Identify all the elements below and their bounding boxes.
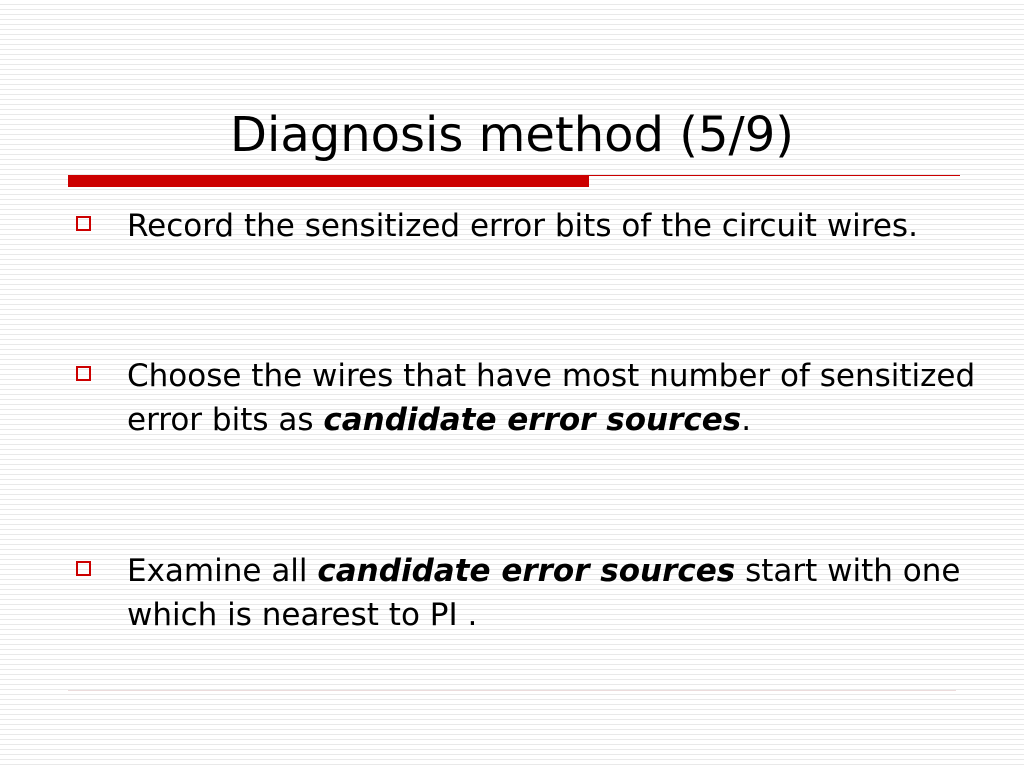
bullet-item-choose-wires [127, 354, 977, 442]
bullet-text: Examine all [127, 553, 318, 589]
footer-divider [68, 690, 956, 691]
hollow-square-bullet-icon [76, 216, 91, 231]
slide-title: Diagnosis method (5/9) [230, 107, 794, 163]
emphasized-term: candidate error sources [317, 553, 736, 589]
bullet-text: start with one which is nearest to PI . [127, 553, 961, 633]
bullet-text: Choose the wires that have most number of sensitized error bits as [127, 358, 976, 438]
hollow-square-bullet-icon [76, 366, 91, 381]
hollow-square-bullet-icon [76, 561, 91, 576]
bullet-item-examine-sources [127, 549, 977, 637]
emphasized-term: candidate error sources [323, 402, 742, 438]
bullet-text: Record the sensitized error bits of the circuit wires. [127, 208, 918, 244]
title-underline-accent-bar [68, 175, 589, 187]
bullet-text: . [741, 402, 752, 438]
bullet-item-record-error-bits [127, 204, 977, 248]
